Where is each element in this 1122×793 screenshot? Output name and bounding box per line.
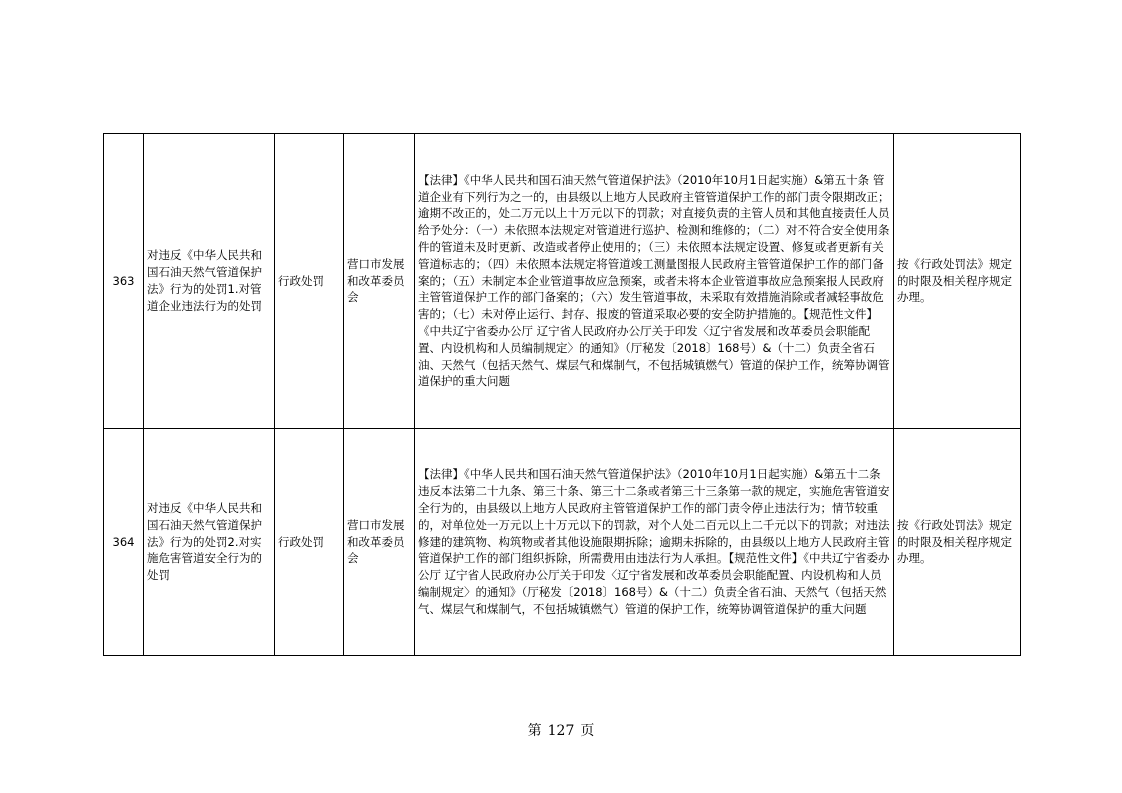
table-row: [104, 134, 1021, 429]
item-name: 对违反《中华人民共和国石油天然气管道保护法》行为的处罚2.对实施危害管道安全行为的处罚: [144, 429, 275, 656]
footer-suffix: 页: [580, 723, 595, 739]
power-category: 行政处罚: [275, 429, 344, 656]
procedure: 按《行政处罚法》规定的时限及相关程序规定办理。: [894, 134, 1021, 429]
footer-prefix: 第: [527, 723, 542, 739]
table-row: [104, 429, 1021, 656]
page-footer: [0, 720, 1122, 740]
row-number: 363: [104, 134, 144, 429]
power-category: 行政处罚: [275, 134, 344, 429]
row-number: 364: [104, 429, 144, 656]
item-name: 对违反《中华人民共和国石油天然气管道保护法》行为的处罚1.对管道企业违法行为的处罚: [144, 134, 275, 429]
department: 营口市发展和改革委员会: [344, 429, 415, 656]
legal-basis: 【法律】《中华人民共和国石油天然气管道保护法》（2010年10月1日起实施）&第五十二条 违反本法第二十九条、第三十条、第三十二条或者第三十三条第一款的规定，实施危害管道安全行为的，由县级以上地方人民政府主管管道保护工作的部门责令停止违法行为；情节较重的，对单位处一万元以上十万元以下的罚款，对个人处二百元以上二千元以下的罚款；对违法修建的建筑物、构筑物或者其他设施限期拆除；逾期未拆除的，由县级以上地方人民政府主管管道保护工作的部门组织拆除，所需费用由违法行为人承担。【规范性文件】《中共辽宁省委办公厅 辽宁省人民政府办公厅关于印发〈辽宁省发展和改革委员会职能配置、内设机构和人员编制规定〉的通知》（厅秘发〔2018〕168号）&（十二）负责全省石油、天然气（包括天然气、煤层气和煤制气，不包括城镇燃气）管道的保护工作，统筹协调管道保护的重大问题: [415, 429, 894, 656]
power-list-table: [103, 133, 1021, 656]
legal-basis: 【法律】《中华人民共和国石油天然气管道保护法》（2010年10月1日起实施）&第五十条 管道企业有下列行为之一的，由县级以上地方人民政府主管管道保护工作的部门责令限期改正；逾期不改正的，处二万元以上十万元以下的罚款；对直接负责的主管人员和其他直接责任人员给予处分：（一）未依照本法规定对管道进行巡护、检测和维修的；（二）对不符合安全使用条件的管道未及时更新、改造或者停止使用的；（三）未依照本法规定设置、修复或者更新有关管道标志的；（四）未依照本法规定将管道竣工测量图报人民政府主管管道保护工作的部门备案的；（五）未制定本企业管道事故应急预案，或者未将本企业管道事故应急预案报人民政府主管管道保护工作的部门备案的；（六）发生管道事故，未采取有效措施消除或者减轻事故危害的；（七）未对停止运行、封存、报废的管道采取必要的安全防护措施的。【规范性文件】《中共辽宁省委办公厅 辽宁省人民政府办公厅关于印发〈辽宁省发展和改革委员会职能配置、内设机构和人员编制规定〉的通知》（厅秘发〔2018〕168号）&（十二）负责全省石油、天然气（包括天然气、煤层气和煤制气，不包括城镇燃气）管道的保护工作，统筹协调管道保护的重大问题: [415, 134, 894, 429]
department: 营口市发展和改革委员会: [344, 134, 415, 429]
page-number: 127: [547, 723, 575, 739]
procedure: 按《行政处罚法》规定的时限及相关程序规定办理。: [894, 429, 1021, 656]
